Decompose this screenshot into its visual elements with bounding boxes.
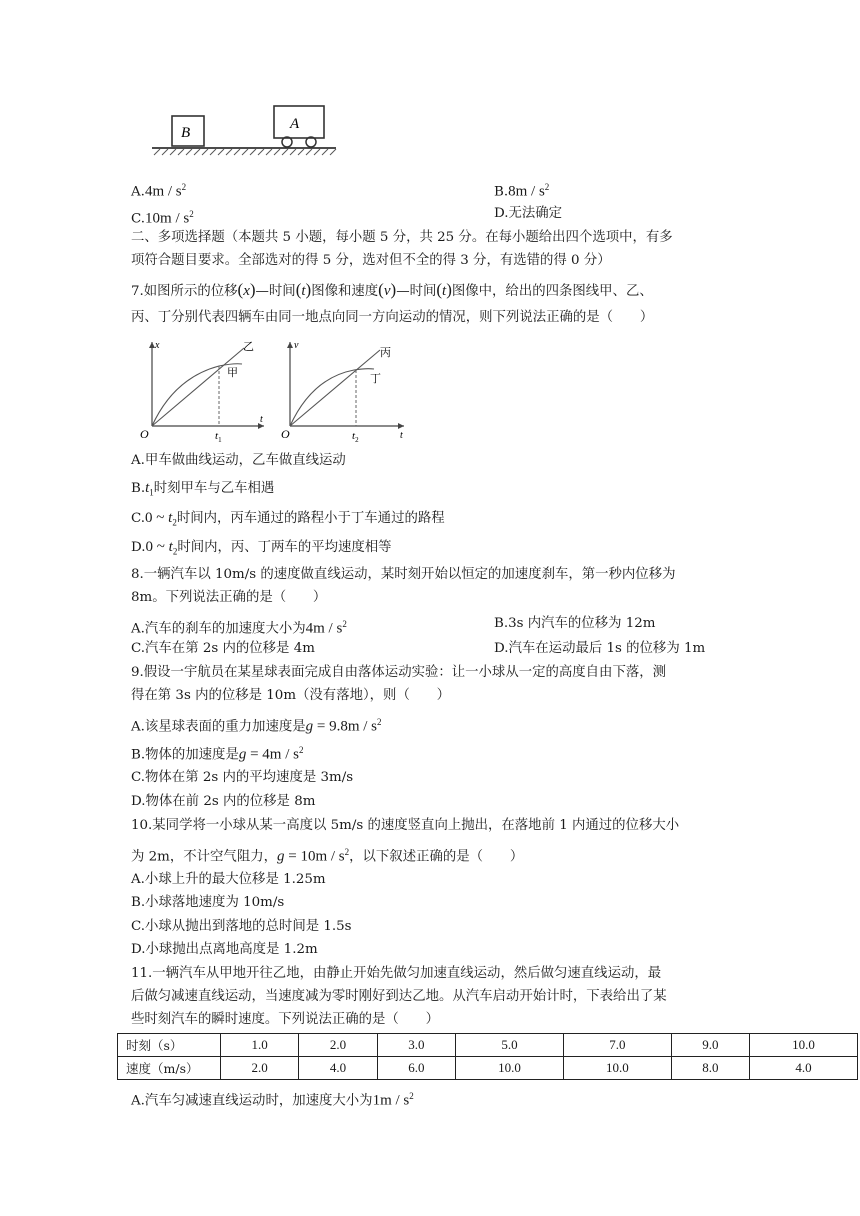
table-header-speed: 速度（m/s） bbox=[118, 1057, 221, 1080]
q8-stem-line1: 8.一辆汽车以 10m/s 的速度做直线运动，某时刻开始以恒定的加速度刹车，第一秒内位移为 bbox=[131, 567, 676, 582]
table-header-time: 时刻（s） bbox=[118, 1034, 221, 1057]
table-cell: 4.0 bbox=[299, 1057, 377, 1080]
q9-option-c: C.物体在第 2s 内的平均速度是 3m/s bbox=[131, 770, 354, 785]
section2-line1: 二、多项选择题（本题共 5 小题，每小题 5 分，共 25 分。在每小题给出四个选项中，有多 bbox=[131, 230, 673, 245]
table-cell: 3.0 bbox=[377, 1034, 455, 1057]
q10-option-b: B.小球落地速度为 10m/s bbox=[131, 895, 285, 910]
q7-graph-xt bbox=[134, 336, 272, 444]
graph1-curve-jia: 甲 bbox=[227, 367, 238, 379]
graph2-origin: O bbox=[281, 427, 290, 441]
q8-option-c: C.汽车在第 2s 内的位移是 4m bbox=[131, 641, 315, 656]
q9-option-a: A.该星球表面的重力加速度是$g = 9.8m / s^2$ bbox=[131, 717, 382, 735]
q10-stem-line1: 10.某同学将一小球从某一高度以 5m/s 的速度竖直向上抛出，在落地前 1 内通过的位移大小 bbox=[131, 818, 680, 833]
q9-option-d: D.物体在前 2s 内的位移是 8m bbox=[131, 794, 316, 809]
table-row-speed bbox=[118, 1057, 858, 1080]
table-cell: 7.0 bbox=[563, 1034, 671, 1057]
table-cell: 1.0 bbox=[221, 1034, 299, 1057]
q9-stem-line2: 得在第 3s 内的位移是 10m（没有落地），则（ ） bbox=[131, 688, 451, 703]
q7-option-a: A.甲车做曲线运动，乙车做直线运动 bbox=[131, 453, 346, 468]
q8-option-d: D.汽车在运动最后 1s 的位移为 1m bbox=[494, 641, 706, 656]
graph1-tick: $t_1$ bbox=[215, 430, 222, 444]
graph1-curve-yi: 乙 bbox=[243, 341, 254, 353]
q8-option-b: B.3s 内汽车的位移为 12m bbox=[494, 616, 656, 631]
q11-stem-line2: 后做匀减速直线运动，当速度减为零时刚好到达乙地。从汽车启动开始计时，下表给出了某 bbox=[131, 989, 667, 1004]
graph1-origin: O bbox=[140, 427, 149, 441]
graph2-curve-ding: 丁 bbox=[370, 373, 381, 385]
section2-line2: 项符合题目要求。全部选对的得 5 分，选对但不全的得 3 分，有选错的得 0 分） bbox=[131, 253, 611, 268]
graph2-y-label: v bbox=[294, 340, 299, 351]
table-cell: 10.0 bbox=[750, 1034, 858, 1057]
table-cell: 2.0 bbox=[299, 1034, 377, 1057]
table-cell: 2.0 bbox=[221, 1057, 299, 1080]
q7-graph-vt bbox=[278, 336, 416, 444]
q11-data-table bbox=[117, 1033, 858, 1080]
q10-option-c: C.小球从抛出到落地的总时间是 1.5s bbox=[131, 919, 352, 934]
graph1-x-label: t bbox=[260, 414, 263, 425]
table-cell: 10.0 bbox=[456, 1057, 564, 1080]
q9-stem-line1: 9.假设一宇航员在某星球表面完成自由落体运动实验：让一小球从一定的高度自由下落，测 bbox=[131, 665, 667, 680]
q7-stem-line2: 丙、丁分别代表四辆车由同一地点向同一方向运动的情况，则下列说法正确的是（ ） bbox=[131, 310, 654, 325]
table-cell: 4.0 bbox=[750, 1057, 858, 1080]
q7-option-c: C.0 ~ $t_2$时间内，丙车通过的路程小于丁车通过的路程 bbox=[131, 510, 445, 528]
q7-option-d: D.0 ~ $t_2$时间内，丙、丁两车的平均速度相等 bbox=[131, 539, 392, 557]
q9-option-b: B.物体的加速度是$g = 4m / s^2$ bbox=[131, 745, 304, 763]
block-a-label: A bbox=[290, 116, 300, 132]
blocks-figure bbox=[150, 100, 340, 158]
q6-option-a: $A.4m / s^2$ bbox=[131, 182, 187, 200]
q10-stem-line2: 为 2m，不计空气阻力，$g = 10m / s^2$，以下叙述正确的是（ ） bbox=[131, 847, 524, 865]
q6-option-d: D.无法确定 bbox=[494, 206, 563, 221]
q11-stem-line3: 些时刻汽车的瞬时速度。下列说法正确的是（ ） bbox=[131, 1012, 439, 1027]
graph2-curve-bing: 丙 bbox=[380, 347, 391, 359]
q8-stem-line2: 8m。下列说法正确的是（ ） bbox=[131, 590, 327, 605]
q6-option-b: $B.8m / s^2$ bbox=[494, 182, 550, 200]
table-row-time bbox=[118, 1034, 858, 1057]
q10-option-a: A.小球上升的最大位移是 1.25m bbox=[131, 872, 326, 887]
table-cell: 5.0 bbox=[456, 1034, 564, 1057]
q11-option-a: A.汽车匀减速直线运动时，加速度大小为$1m / s^2$ bbox=[131, 1091, 414, 1109]
table-cell: 6.0 bbox=[377, 1057, 455, 1080]
graph2-tick: $t_2$ bbox=[352, 430, 359, 444]
q7-option-b: $B.t_1$时刻甲车与乙车相遇 bbox=[131, 480, 275, 498]
table-cell: 8.0 bbox=[671, 1057, 749, 1080]
q8-option-a: A.汽车的刹车的加速度大小为$4m / s^2$ bbox=[131, 619, 347, 637]
block-b-label: B bbox=[181, 125, 191, 141]
q10-option-d: D.小球抛出点离地高度是 1.2m bbox=[131, 942, 318, 957]
q6-option-c: $C.10m / s^2$ bbox=[131, 209, 194, 227]
graph2-x-label: t bbox=[400, 430, 403, 441]
q7-stem-line1: 7.如图所示的位移(x)—时间(t)图像和速度(v)—时间(t)图像中，给出的四条图线甲、乙、 bbox=[131, 280, 653, 299]
graph1-y-label: x bbox=[155, 340, 160, 351]
q11-stem-line1: 11.一辆汽车从甲地开往乙地，由静止开始先做匀加速直线运动，然后做匀速直线运动，最 bbox=[131, 966, 662, 981]
table-cell: 9.0 bbox=[671, 1034, 749, 1057]
table-cell: 10.0 bbox=[563, 1057, 671, 1080]
